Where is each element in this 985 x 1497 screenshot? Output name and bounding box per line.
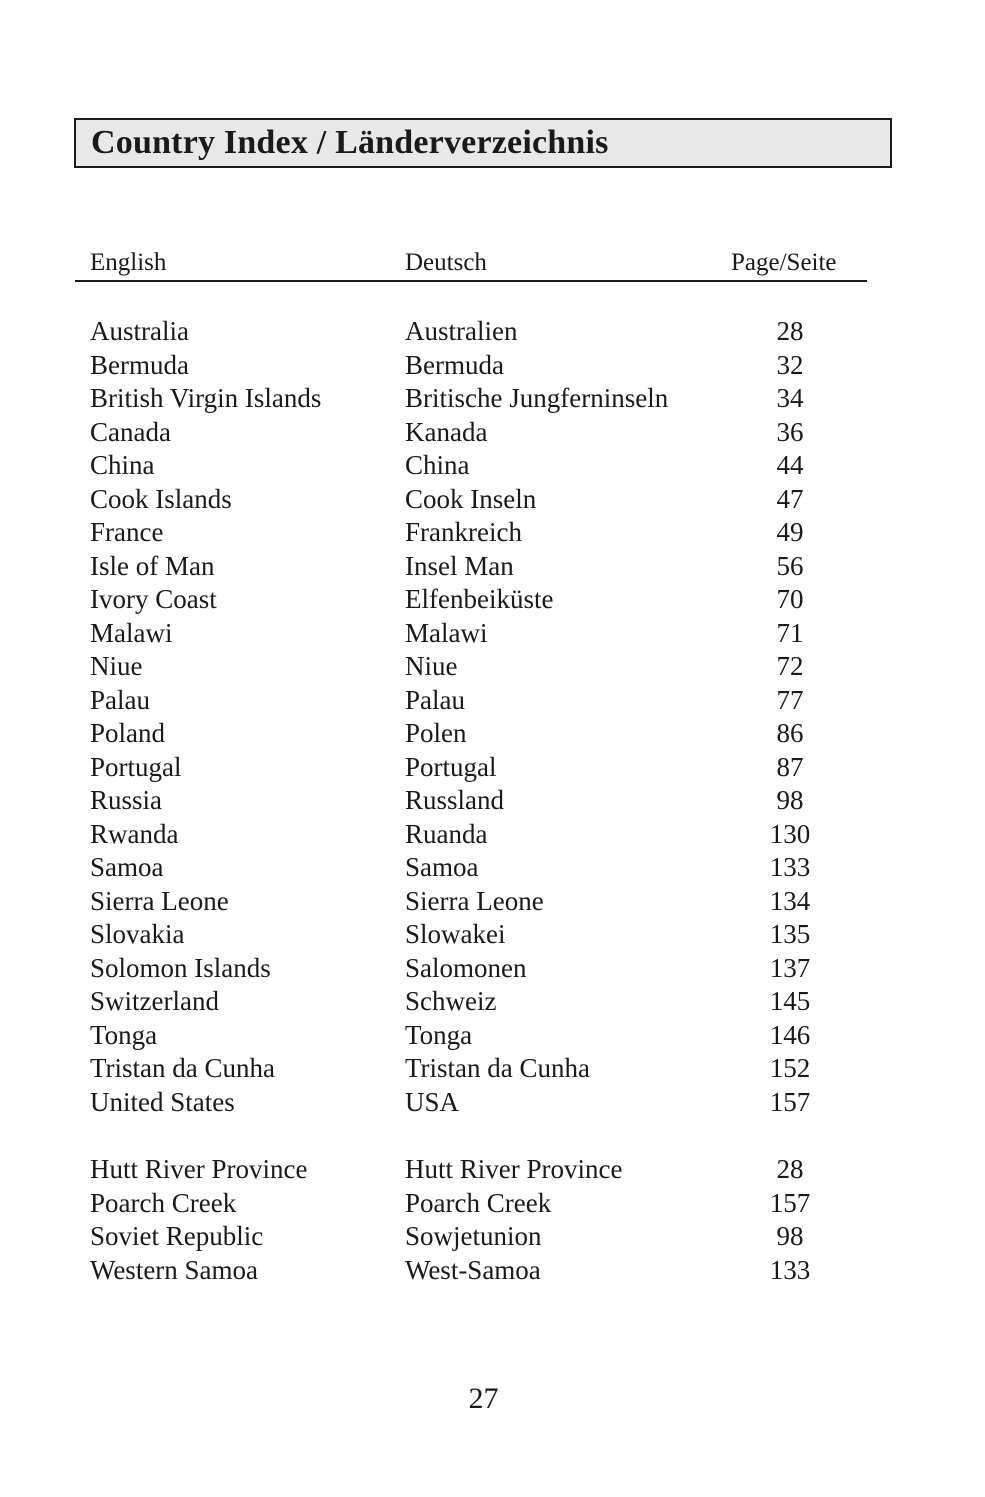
table-row [0, 851, 985, 885]
table-row [0, 550, 985, 584]
page-ref: 146 [769, 1019, 811, 1050]
group-spacer [0, 1119, 985, 1153]
english-name: Bermuda [90, 349, 189, 380]
page-ref: 145 [769, 986, 811, 1016]
page-ref: 71 [776, 617, 804, 648]
german-name: West-Samoa [405, 1254, 541, 1285]
page-ref: 86 [776, 718, 804, 748]
header-page: Page/Seite [731, 249, 837, 276]
english-name: Palau [90, 684, 150, 715]
header-divider [75, 280, 867, 282]
german-name: Hutt River Province [405, 1154, 623, 1184]
table-row [0, 449, 985, 483]
english-name: Rwanda [90, 818, 179, 849]
german-name: Samoa [405, 852, 479, 882]
index-table [0, 315, 985, 1287]
page-ref: 36 [776, 416, 804, 447]
german-name: Elfenbeiküste [405, 584, 554, 614]
german-name: Slowakei [405, 919, 506, 949]
table-row [0, 717, 985, 751]
german-name: Malawi [405, 617, 488, 648]
english-name: Western Samoa [90, 1254, 259, 1285]
german-name: Salomonen [405, 952, 527, 983]
english-name: Poarch Creek [90, 1187, 237, 1218]
header-english: English [90, 249, 167, 276]
page-ref: 98 [776, 1221, 804, 1251]
table-row [0, 516, 985, 550]
table-row [0, 1153, 985, 1187]
german-name: Tonga [405, 1019, 473, 1050]
page-ref: 47 [776, 483, 804, 514]
table-row [0, 1019, 985, 1053]
german-name: Frankreich [405, 517, 522, 547]
table-row [0, 952, 985, 986]
german-name: Polen [405, 718, 467, 748]
english-name: British Virgin Islands [90, 383, 322, 413]
table-row [0, 684, 985, 718]
english-name: Isle of Man [90, 550, 215, 581]
english-name: Cook Islands [90, 483, 232, 514]
german-name: Bermuda [405, 349, 504, 380]
german-name: Palau [405, 684, 465, 715]
english-name: Poland [90, 718, 166, 748]
english-name: Niue [90, 651, 143, 681]
table-header [0, 249, 985, 281]
german-name: Sierra Leone [405, 885, 544, 916]
table-row [0, 416, 985, 450]
german-name: Insel Man [405, 550, 514, 581]
english-name: Samoa [90, 852, 164, 882]
table-row [0, 985, 985, 1019]
page-ref: 49 [776, 517, 804, 547]
table-row [0, 349, 985, 383]
english-name: Russia [90, 785, 163, 815]
title-box [74, 118, 892, 168]
page-ref: 157 [769, 1187, 811, 1218]
page-ref: 70 [776, 584, 804, 614]
german-name: Portugal [405, 751, 497, 782]
english-name: Switzerland [90, 986, 219, 1016]
page-number: 27 [468, 1382, 499, 1415]
english-name: Canada [90, 416, 171, 447]
page-ref: 133 [769, 852, 811, 882]
page-ref: 56 [776, 550, 804, 581]
page-ref: 98 [776, 785, 804, 815]
german-name: Poarch Creek [405, 1187, 552, 1218]
german-name: Schweiz [405, 986, 497, 1016]
english-name: United States [90, 1086, 235, 1117]
page-ref: 87 [776, 751, 804, 782]
english-name: Ivory Coast [90, 584, 217, 614]
table-row [0, 885, 985, 919]
page-ref: 152 [769, 1053, 811, 1083]
page-ref: 133 [769, 1254, 811, 1285]
english-name: Solomon Islands [90, 952, 271, 983]
table-row [0, 1052, 985, 1086]
countries-group [0, 315, 985, 1119]
english-name: Sierra Leone [90, 885, 229, 916]
german-name: Australien [405, 316, 518, 346]
table-row [0, 784, 985, 818]
german-name: Kanada [405, 416, 488, 447]
table-row [0, 1254, 985, 1288]
table-row [0, 751, 985, 785]
page-ref: 28 [776, 316, 804, 346]
english-name: Malawi [90, 617, 173, 648]
table-row [0, 1187, 985, 1221]
page-ref: 34 [776, 383, 804, 413]
german-name: Niue [405, 651, 458, 681]
page-ref: 134 [769, 885, 811, 916]
table-row [0, 382, 985, 416]
german-name: Russland [405, 785, 505, 815]
page-ref: 77 [776, 684, 804, 715]
page-ref: 137 [769, 952, 811, 983]
table-row [0, 483, 985, 517]
other-entities-group [0, 1153, 985, 1287]
english-name: Australia [90, 316, 189, 346]
german-name: Britische Jungferninseln [405, 383, 669, 413]
english-name: Tonga [90, 1019, 158, 1050]
english-name: Portugal [90, 751, 182, 782]
page-ref: 72 [776, 651, 804, 681]
german-name: Tristan da Cunha [405, 1053, 591, 1083]
english-name: Hutt River Province [90, 1154, 308, 1184]
header-deutsch: Deutsch [405, 249, 487, 276]
english-name: France [90, 517, 164, 547]
table-row [0, 583, 985, 617]
german-name: Cook Inseln [405, 483, 537, 514]
page-ref: 135 [769, 919, 811, 949]
english-name: Soviet Republic [90, 1221, 264, 1251]
german-name: China [405, 450, 470, 480]
english-name: Slovakia [90, 919, 185, 949]
page-ref: 157 [769, 1086, 811, 1117]
page-title: Country Index / Länderverzeichnis [91, 124, 609, 161]
german-name: USA [405, 1086, 460, 1117]
page-ref: 32 [776, 349, 804, 380]
german-name: Sowjetunion [405, 1221, 542, 1251]
table-row [0, 1086, 985, 1120]
english-name: Tristan da Cunha [90, 1053, 276, 1083]
table-row [0, 818, 985, 852]
english-name: China [90, 450, 155, 480]
table-row [0, 1220, 985, 1254]
table-row [0, 617, 985, 651]
table-row [0, 650, 985, 684]
german-name: Ruanda [405, 818, 488, 849]
page-ref: 28 [776, 1154, 804, 1184]
page-ref: 130 [769, 818, 811, 849]
page-ref: 44 [776, 450, 804, 480]
table-row [0, 918, 985, 952]
table-row [0, 315, 985, 349]
